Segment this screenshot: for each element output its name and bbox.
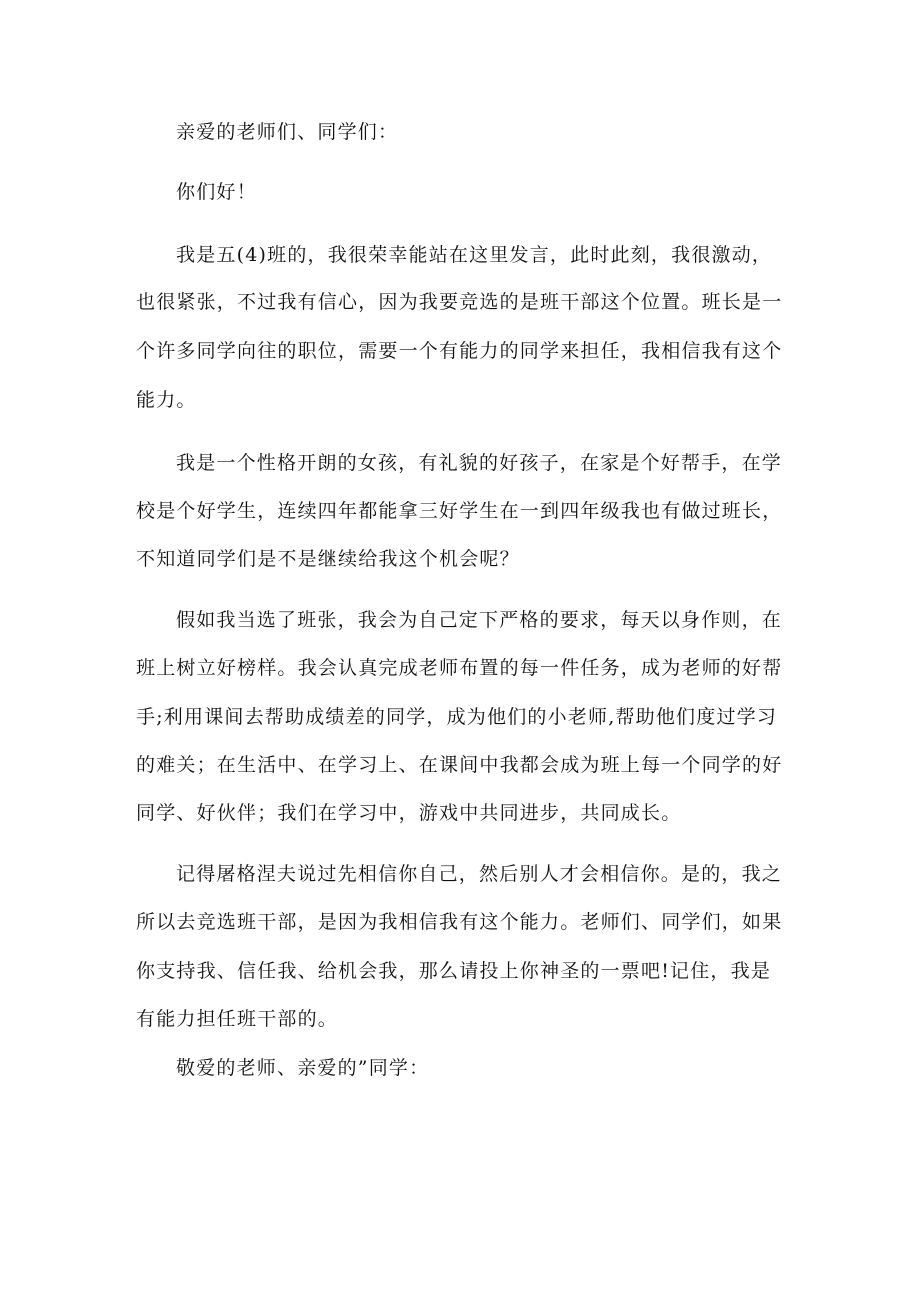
paragraph2-line2: 校是个好学生，连续四年都能拿三好学生在一到四年级我也有做过班长， bbox=[136, 500, 783, 522]
paragraph4-line3: 你支持我、信任我、给机会我，那么请投上你神圣的一票吧!记住，我是 bbox=[136, 960, 772, 982]
paragraph3-line5: 同学、好伙伴；我们在学习中，游戏中共同进步，共同成长。 bbox=[136, 802, 682, 824]
salutation: 亲爱的老师们、同学们： bbox=[176, 121, 399, 143]
paragraph1-line2: 也很紧张，不过我有信心，因为我要竞选的是班干部这个位置。班长是一 bbox=[136, 291, 783, 313]
paragraph2-line1: 我是一个性格开朗的女孩，有礼貌的好孩子，在家是个好帮手，在学 bbox=[176, 452, 783, 474]
paragraph4-line4: 有能力担任班干部的。 bbox=[136, 1008, 339, 1030]
paragraph1-line4: 能力。 bbox=[136, 389, 197, 411]
closing-salutation: 敬爱的老师、亲爱的”同学： bbox=[176, 1057, 430, 1079]
paragraph3-line4: 的难关；在生活中、在学习上、在课间中我都会成为班上每一个同学的好 bbox=[136, 754, 783, 776]
greeting: 你们好！ bbox=[176, 181, 257, 203]
paragraph2-line3: 不知道同学们是不是继续给我这个机会呢？ bbox=[136, 548, 520, 570]
paragraph1-line1: 我是五(4)班的，我很荣幸能站在这里发言，此时此刻，我很激动， bbox=[176, 244, 773, 266]
paragraph3-line1: 假如我当选了班张，我会为自己定下严格的要求，每天以身作则，在 bbox=[176, 609, 783, 631]
paragraph4-line2: 所以去竞选班干部，是因为我相信我有这个能力。老师们、同学们，如果 bbox=[136, 911, 783, 933]
paragraph4-line1: 记得屠格涅夫说过先相信你自己，然后别人才会相信你。是的，我之 bbox=[176, 863, 783, 885]
paragraph1-line3: 个许多同学向往的职位，需要一个有能力的同学来担任，我相信我有这个 bbox=[136, 340, 783, 362]
paragraph3-line2: 班上树立好榜样。我会认真完成老师布置的每一件任务，成为老师的好帮 bbox=[136, 657, 783, 679]
paragraph3-line3: 手;利用课间去帮助成绩差的同学，成为他们的小老师,帮助他们度过学习 bbox=[136, 706, 778, 728]
